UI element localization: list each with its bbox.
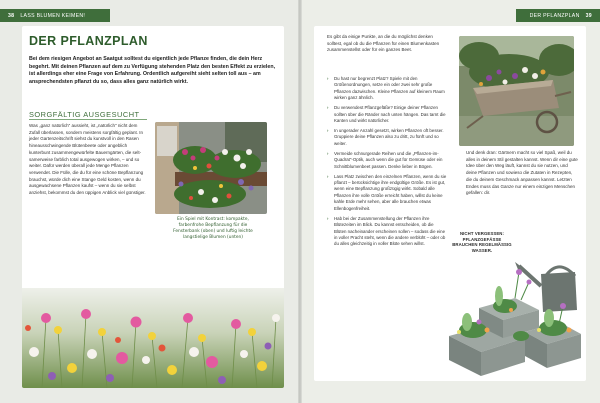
running-head-left	[0, 9, 110, 22]
running-head-right	[516, 9, 600, 22]
chevron-right-icon: ›	[327, 76, 329, 81]
list-item-text: Lass Platz zwischen den einzelnen Pflanzen, wenn du sie pflanzt – berücksichtige ihre endgültige Größe. Es ist gut, wenn eine Bepflanzung großzügig wirkt. Sobald alle Pflanzen ihre volle Größe erreicht haben, willst du keine kahle Erde mehr sehen, aber alle brauchen etwas Ellenbogenfreiheit.	[334, 173, 447, 211]
list-item-text: Du hast nur begrenzt Platz? Spiele mit den Größenordnungen, setze ein oder zwei sehr große Pflanzen dazwischen. Kleine Pflanzen auf kleinem Raum wirken ganz ähnlich.	[334, 76, 445, 101]
list-item-text: Vermeide schnurgerade Reihen und die „Pflanzen-im-Quadrat"-Optik, auch wenn die gut für Gemüse oder ein Schnittblumenbeet passen. Denke lieber in Bögen.	[334, 150, 443, 169]
subhead-rule	[29, 119, 147, 120]
page-number-right: 39	[585, 12, 592, 19]
chevron-right-icon: ›	[327, 128, 329, 134]
list-item-text: Du verwendest Pflanzgefäße? Einige deiner Pflanzen sollten über die Ränder nach unten hängen. Das tarnt die Kanten und wirkt natürlicher.	[334, 105, 446, 124]
wildflowers-photo	[22, 288, 284, 388]
right-content-card	[314, 26, 586, 381]
chevron-right-icon: ›	[327, 215, 329, 221]
balcony-flowers-photo	[155, 122, 267, 214]
list-item-text: Hab bei der Zusammenstellung der Pflanzen ihre Blütezeiten im Blick. Du kannst entscheiden, ob die Blüten nacheinander erscheinen sollen – sodass die eine in voller Pracht steht, wenn die andere verblüht – oder ob du alles gleichzeitig in voller Blüte sehen willst.	[334, 215, 446, 247]
chevron-right-icon: ›	[327, 105, 329, 111]
chevron-right-icon: ›	[327, 150, 329, 156]
lead-paragraph: Bei dem riesigen Angebot an Saatgut solltest du eigentlich jede Pflanze finden, die dein Herz begehrt. Mit deinen Pflanzen auf dem zu Verfügung stehenden Platz den besten Effekt zu erzielen, ist allerdings eher eine Frage von Erfahrung. Ordentlich aufgereiht sieht selten toll aus – am ansprechendsten pflanzt du so, dass alles ganz natürlich wirkt.	[29, 56, 276, 85]
intro-paragraph: Es gibt da einige Punkte, an die du möglichst denken solltest, egal ob du die Pflanzen für einen Blumenkasten zusammenstellst oder für ein ganzes Beet.	[327, 34, 440, 53]
wheelbarrow-planter-photo	[459, 36, 574, 146]
reminder-callout: NICHT VERGESSEN: PFLANZGEFÄSSE BRAUCHEN REGELMÄSSIG WASSER.	[452, 231, 512, 253]
list-item	[327, 128, 447, 147]
running-head-left-text: LASS BLUMEN KEIMEN!	[20, 12, 86, 19]
body-text-left: Was „ganz natürlich" aussieht, ist „natürlich" nicht dem Zufall überlassen, sondern meistens sorgfältig geplant. In jeder Gartenzeitschrift siehst du kunstvoll in den Rasen hineausschwingende Blütenbeete oder angeblich kunterbunt zusammengewürfelte Bauerngärten, die selt-samerweise farblich total ausgewogen wirken, – und so weiter. Dafür werden überall jede Menge Pflanzen verwendet. Die Fülle, die du für eine schöne Bepflanzung brauchst, würde dich eine Stange Geld kosten, wenn du ausgewachsene Pflanzen kaufst – wenn du sie selbst anziehst, bekommst du den üppigen Anblick viel günstiger.	[29, 123, 146, 196]
list-item	[327, 76, 447, 102]
list-item	[327, 174, 447, 212]
book-gutter	[298, 0, 302, 403]
list-item	[327, 151, 447, 170]
page-title: DER PFLANZPLAN	[29, 34, 148, 48]
right-page	[300, 0, 600, 403]
left-content-card	[22, 26, 284, 388]
list-item-text: In ungerader Anzahl gesetzt, wirken Pflanzen oft besser. Gruppiere deine Pflanzen also zu dritt, zu fünft und so weiter.	[334, 128, 444, 146]
list-item	[327, 105, 447, 124]
body-text-right: Und denk dran: Gärtnern macht so viel Spaß, weil du alles in deinem Stil gestalten kannst. Wenn dir eine gute Idee über den Weg läuft, kannst du sie nutzen, und deine Pflanzen und sowieso die Zutaten in Rezepten, die du deinem Geschmack anpassen kannst. Letzten Endes muss das Ganze nur einem einzigen Menschen gefallen: dir.	[466, 150, 578, 196]
page-number-left: 38	[8, 12, 15, 19]
chevron-right-icon: ›	[327, 173, 329, 179]
section-subhead: SORGFÄLTIG AUSGESUCHT	[29, 110, 140, 119]
photo-caption: Ein Spiel mit Kontrast: kompakte, farbenfrohe Bepflanzung für die Fensterbank (oben) und luftig leichte langstielige Blumen (unten)	[173, 217, 253, 240]
running-head-right-text: DER PFLANZPLAN	[529, 12, 580, 19]
